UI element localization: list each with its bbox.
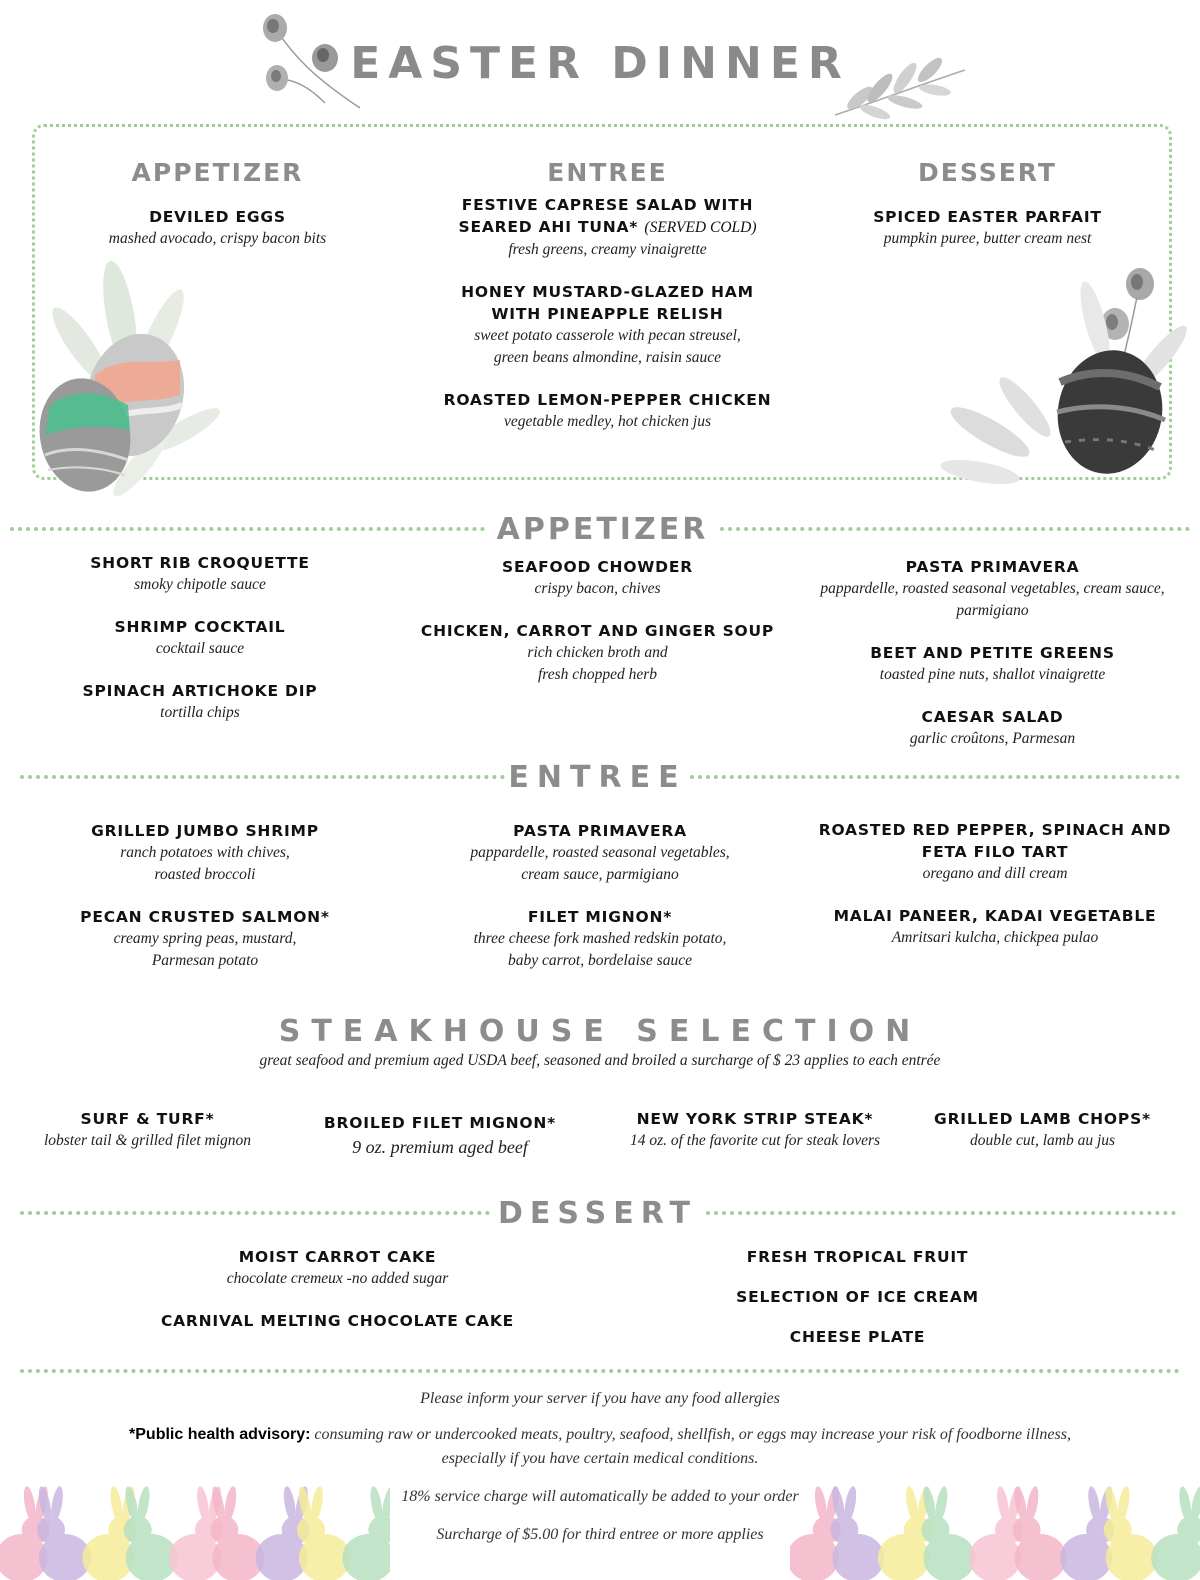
- steakhouse-item: [305, 1112, 575, 1160]
- advisory-label: *Public health advisory:: [129, 1426, 311, 1443]
- entree-item-name: PECAN CRUSTED SALMON*: [80, 908, 330, 926]
- dessert-column-1: [140, 1246, 535, 1332]
- featured-dessert-heading: DESSERT: [918, 158, 1057, 187]
- appetizer-item-name: CHICKEN, CARROT AND GINGER SOUP: [420, 622, 775, 640]
- steakhouse-item-name: BROILED FILET MIGNON*: [323, 1114, 557, 1132]
- entree-item-name: ROASTED RED PEPPER, SPINACH AND: [818, 821, 1172, 839]
- steakhouse-item-desc: double cut, lamb au jus: [969, 1132, 1116, 1149]
- entree-item-desc: three cheese fork mashed redskin potato,: [473, 930, 727, 947]
- steakhouse-item-desc: 14 oz. of the favorite cut for steak lovers: [629, 1132, 881, 1149]
- entree-item-name: FETA FILO TART: [921, 843, 1069, 861]
- entree-item-name: FILET MIGNON*: [527, 908, 673, 926]
- entree-item-name: PASTA PRIMAVERA: [513, 822, 687, 840]
- featured-appetizer-item-name: DEVILED EGGS: [149, 208, 286, 226]
- steakhouse-item-desc: 9 oz. premium aged beef: [352, 1137, 528, 1157]
- entree-item-desc: pappardelle, roasted seasonal vegetables,: [470, 844, 730, 861]
- easter-egg-right-illustration: [915, 262, 1195, 502]
- dessert-item-name: SELECTION OF ICE CREAM: [736, 1288, 979, 1306]
- entree-item-desc: cream sauce, parmigiano: [521, 866, 679, 883]
- appetizer-item-name: PASTA PRIMAVERA: [905, 558, 1080, 576]
- appetizer-item-desc: tortilla chips: [160, 704, 240, 721]
- appetizer-item-desc: rich chicken broth and: [527, 644, 668, 661]
- appetizer-column-2: [410, 556, 785, 686]
- dessert-item-name: CARNIVAL MELTING CHOCOLATE CAKE: [160, 1312, 515, 1330]
- divider-dots: [720, 527, 1190, 531]
- appetizer-column-3: [800, 556, 1185, 750]
- featured-entree-item-name: WITH PINEAPPLE RELISH: [491, 305, 724, 323]
- divider-dots: [690, 775, 1180, 779]
- service-charge-notice: 18% service charge will automatically be added to your order: [401, 1488, 799, 1505]
- steakhouse-subtitle: great seafood and premium aged USDA beef, seasoned and broiled a surcharge of $ 23 applies to each entrée: [259, 1052, 941, 1069]
- featured-entree-item-desc: sweet potato casserole with pecan streusel,: [474, 327, 741, 344]
- entree-item-desc: baby carrot, bordelaise sauce: [508, 952, 692, 969]
- steakhouse-item: [30, 1108, 265, 1152]
- featured-entree-item-desc: fresh greens, creamy vinaigrette: [508, 241, 707, 258]
- appetizer-item-desc: pappardelle, roasted seasonal vegetables, cream sauce,: [820, 580, 1165, 597]
- appetizer-item-desc: cocktail sauce: [155, 640, 245, 657]
- appetizer-item-desc: smoky chipotle sauce: [134, 576, 266, 593]
- dessert-item-name: FRESH TROPICAL FRUIT: [746, 1248, 969, 1266]
- steakhouse-item-name: GRILLED LAMB CHOPS*: [934, 1110, 1151, 1128]
- featured-entree-item-name: SEARED AHI TUNA* (SERVED COLD): [458, 218, 757, 236]
- entree-item-name: GRILLED JUMBO SHRIMP: [91, 822, 319, 840]
- steakhouse-item-desc: lobster tail & grilled filet mignon: [43, 1132, 252, 1149]
- appetizer-item-desc: toasted pine nuts, shallot vinaigrette: [879, 666, 1106, 683]
- featured-dessert-item-name: SPICED EASTER PARFAIT: [873, 208, 1102, 226]
- entree-item-desc: Amritsari kulcha, chickpea pulao: [891, 929, 1099, 946]
- entree-column-3: [800, 819, 1190, 949]
- advisory-text-continued: especially if you have certain medical conditions.: [441, 1450, 759, 1467]
- dessert-section-heading: DESSERT: [498, 1196, 697, 1231]
- featured-dessert-item-desc: pumpkin puree, butter cream nest: [883, 230, 1092, 247]
- easter-eggs-left-illustration: [20, 255, 230, 500]
- steakhouse-section-heading: STEAKHOUSE SELECTION: [278, 1014, 922, 1049]
- steakhouse-item-name: SURF & TURF*: [80, 1110, 215, 1128]
- appetizer-item-desc: crispy bacon, chives: [534, 580, 661, 597]
- steakhouse-item: [610, 1108, 900, 1152]
- appetizer-item-name: CAESAR SALAD: [921, 708, 1064, 726]
- featured-entree-item-name: FESTIVE CAPRESE SALAD WITH: [461, 196, 754, 214]
- appetizer-item-name: BEET AND PETITE GREENS: [870, 644, 1115, 662]
- allergy-notice: Please inform your server if you have any food allergies: [420, 1390, 780, 1407]
- entree-section-heading: ENTREE: [508, 760, 687, 795]
- divider-dots: [20, 775, 505, 779]
- featured-appetizer-heading: APPETIZER: [131, 158, 304, 187]
- entree-item-desc: Parmesan potato: [151, 952, 259, 969]
- featured-entree-item-name: HONEY MUSTARD-GLAZED HAM: [461, 283, 754, 301]
- steakhouse-item-name: NEW YORK STRIP STEAK*: [636, 1110, 874, 1128]
- surcharge-notice: Surcharge of $5.00 for third entree or more applies: [436, 1526, 764, 1543]
- featured-dessert-column: [830, 158, 1145, 250]
- featured-appetizer-item-desc: mashed avocado, crispy bacon bits: [108, 230, 327, 247]
- dessert-column-2: [700, 1246, 1015, 1348]
- entree-column-2: [420, 820, 780, 972]
- appetizer-item-desc: garlic croûtons, Parmesan: [909, 730, 1076, 747]
- featured-entree-item-desc: green beans almondine, raisin sauce: [493, 349, 722, 366]
- featured-entree-item-desc: vegetable medley, hot chicken jus: [503, 413, 711, 430]
- appetizer-item-name: SEAFOOD CHOWDER: [502, 558, 693, 576]
- divider-dots: [20, 1369, 1180, 1373]
- dessert-item-name: MOIST CARROT CAKE: [238, 1248, 437, 1266]
- divider-dots: [20, 1211, 490, 1215]
- entree-item-desc: oregano and dill cream: [922, 865, 1068, 882]
- appetizer-item-name: SPINACH ARTICHOKE DIP: [82, 682, 318, 700]
- entree-item-name: MALAI PANEER, KADAI VEGETABLE: [833, 907, 1157, 925]
- appetizer-item-name: SHORT RIB CROQUETTE: [90, 554, 310, 572]
- appetizer-column-1: [40, 552, 360, 724]
- served-cold-note: (SERVED COLD): [644, 219, 757, 236]
- divider-dots: [10, 527, 485, 531]
- appetizer-item-desc: fresh chopped herb: [537, 666, 658, 683]
- entree-column-1: [45, 820, 365, 972]
- featured-appetizer-column: [60, 158, 375, 250]
- appetizer-item-desc: parmigiano: [956, 602, 1029, 619]
- appetizer-section-heading: APPETIZER: [496, 512, 709, 547]
- dessert-item-desc: chocolate cremeux -no added sugar: [226, 1270, 449, 1287]
- entree-item-desc: creamy spring peas, mustard,: [113, 930, 297, 947]
- steakhouse-item: [925, 1108, 1160, 1152]
- featured-entree-heading: ENTREE: [547, 158, 668, 187]
- title-leaves-right: [830, 40, 970, 125]
- dessert-item-name: CHEESE PLATE: [789, 1328, 926, 1346]
- advisory-text: consuming raw or undercooked meats, poultry, seafood, shellfish, or eggs may increase your risk of foodborne illness,: [314, 1426, 1071, 1443]
- public-health-advisory: [0, 1426, 1200, 1444]
- appetizer-item-name: SHRIMP COCKTAIL: [114, 618, 286, 636]
- page-title: EASTER DINNER: [350, 38, 850, 89]
- featured-entree-item-name: ROASTED LEMON-PEPPER CHICKEN: [443, 391, 772, 409]
- entree-item-desc: roasted broccoli: [154, 866, 256, 883]
- divider-dots: [706, 1211, 1176, 1215]
- entree-item-desc: ranch potatoes with chives,: [120, 844, 290, 861]
- featured-entree-column: [400, 158, 815, 433]
